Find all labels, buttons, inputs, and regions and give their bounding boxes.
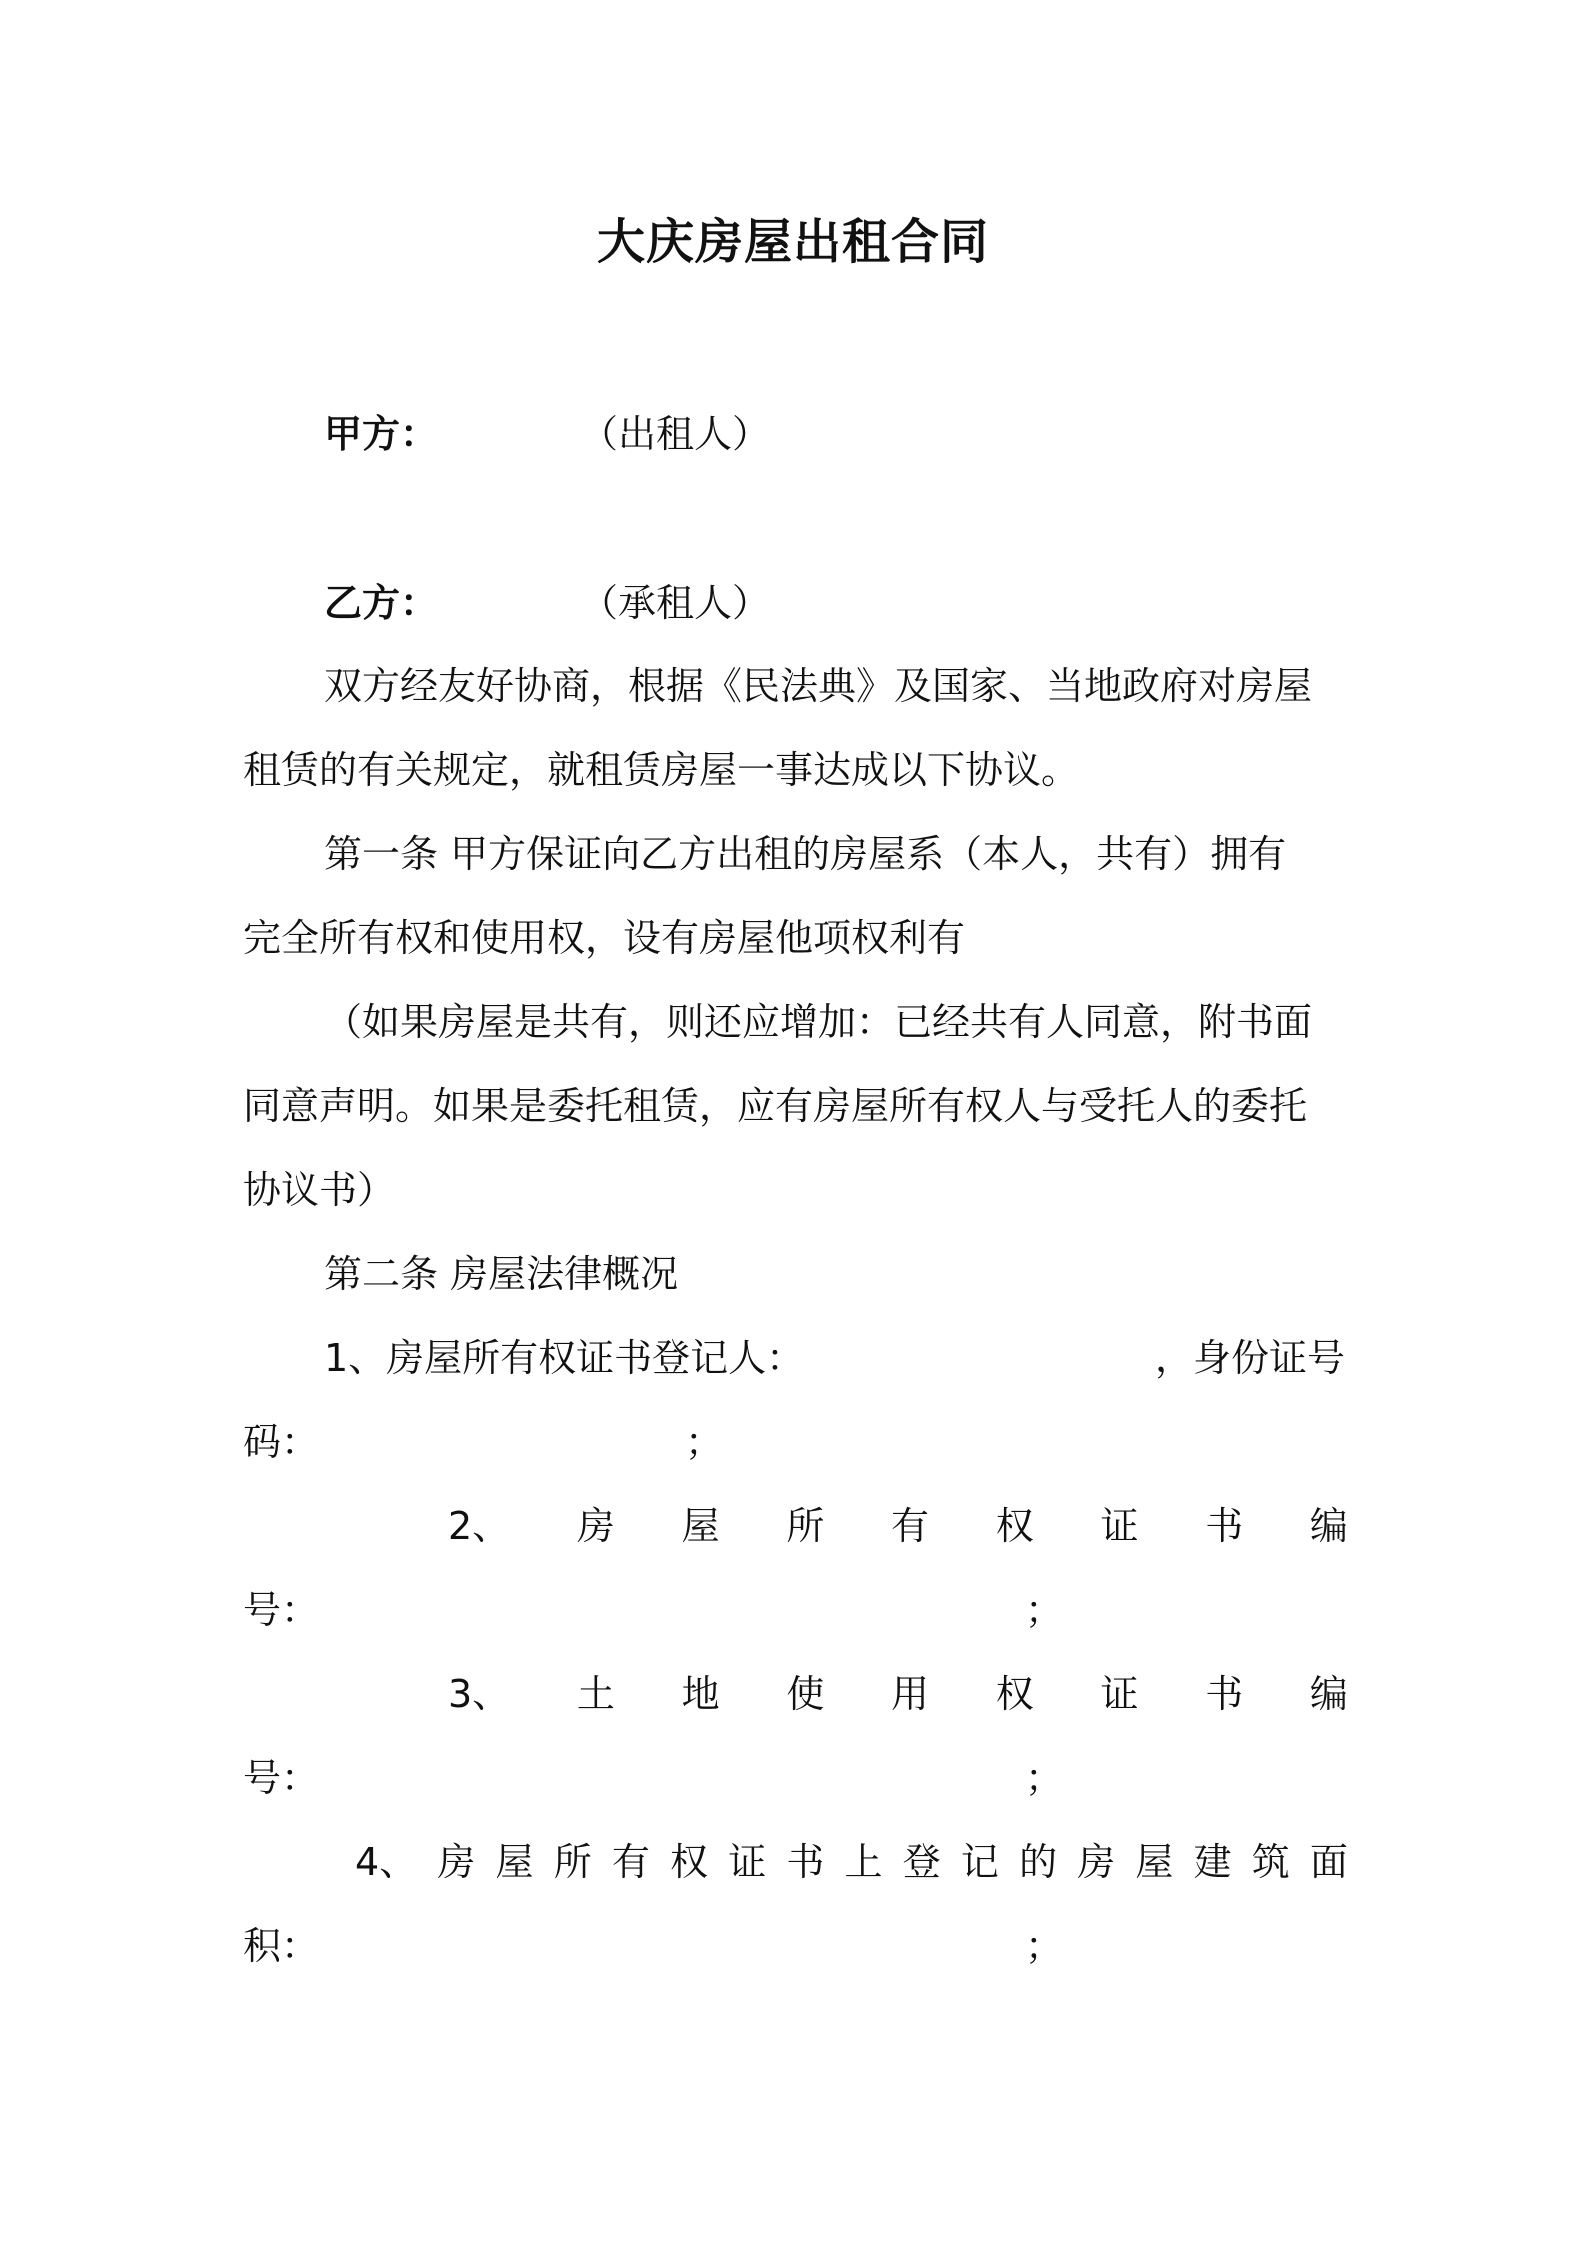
- item-3-line-1: [448, 1668, 1348, 1720]
- item-4-char: 有: [611, 1840, 650, 1884]
- article-2-heading: 第二条 房屋法律概况: [324, 1252, 679, 1296]
- article-1-line-1: 第一条 甲方保证向乙方出租的房屋系（本人，共有）拥有: [324, 832, 1287, 876]
- item-3-char: 权: [995, 1672, 1034, 1716]
- item-2-char: 权: [995, 1504, 1034, 1548]
- article-1-line-2: 完全所有权和使用权，设有房屋他项权利有: [243, 916, 966, 960]
- item-2-line-2-label: 号：: [243, 1588, 320, 1632]
- item-3-line-2-end: ；: [1025, 1756, 1064, 1800]
- item-4-char: 屋: [1135, 1840, 1174, 1884]
- item-4-char: 房: [437, 1840, 476, 1884]
- item-3-char: 3、: [448, 1672, 511, 1716]
- item-4-char: 屋: [495, 1840, 534, 1884]
- item-1-line-2-label: 码：: [243, 1420, 320, 1464]
- item-2-line-1: [448, 1500, 1348, 1552]
- item-4-char: 记: [960, 1840, 999, 1884]
- item-3-char: 用: [891, 1672, 930, 1716]
- item-4-line-2-end: ；: [1025, 1924, 1064, 1968]
- note-line-3: 协议书）: [243, 1168, 396, 1212]
- item-4-char: 权: [670, 1840, 709, 1884]
- note-line-2: 同意声明。如果是委托租赁，应有房屋所有权人与受托人的委托: [243, 1084, 1308, 1128]
- document-title: 大庆房屋出租合同: [596, 214, 989, 270]
- item-2-char: 2、: [448, 1504, 511, 1548]
- item-2-char: 有: [891, 1504, 930, 1548]
- intro-paragraph-line-2: 租赁的有关规定，就租赁房屋一事达成以下协议。: [243, 748, 1080, 792]
- party-a-role: （出租人）: [580, 412, 771, 456]
- item-3-char: 地: [681, 1672, 720, 1716]
- item-4-char: 4、: [355, 1840, 418, 1884]
- item-1-line-1-label: 1、房屋所有权证书登记人：: [324, 1336, 805, 1380]
- intro-paragraph-line-1: 双方经友好协商，根据《民法典》及国家、当地政府对房屋: [324, 664, 1313, 708]
- item-4-char: 登: [902, 1840, 941, 1884]
- party-b-label: 乙方：: [324, 581, 439, 625]
- note-line-1: （如果房屋是共有，则还应增加：已经共有人同意，附书面: [324, 1000, 1313, 1044]
- item-3-line-2-label: 号：: [243, 1756, 320, 1800]
- item-2-char: 证: [1100, 1504, 1139, 1548]
- item-3-char: 土: [576, 1672, 615, 1716]
- item-4-char: 所: [553, 1840, 592, 1884]
- item-4-char: 建: [1193, 1840, 1232, 1884]
- item-4-char: 的: [1019, 1840, 1058, 1884]
- item-4-char: 房: [1077, 1840, 1116, 1884]
- item-1-line-1-id-label: ，身份证号: [1155, 1336, 1346, 1380]
- item-3-char: 使: [786, 1672, 825, 1716]
- item-4-line-2-label: 积：: [243, 1924, 320, 1968]
- item-4-char: 证: [728, 1840, 767, 1884]
- item-3-char: 编: [1309, 1672, 1348, 1716]
- party-b-role: （承租人）: [580, 581, 771, 625]
- item-2-char: 房: [576, 1504, 615, 1548]
- item-2-char: 所: [786, 1504, 825, 1548]
- item-3-char: 证: [1100, 1672, 1139, 1716]
- item-4-line-1: [355, 1836, 1348, 1888]
- item-4-char: 筑: [1251, 1840, 1290, 1884]
- item-4-char: 书: [786, 1840, 825, 1884]
- item-2-char: 书: [1205, 1504, 1244, 1548]
- party-a-label: 甲方：: [324, 412, 439, 456]
- item-1-line-2-end: ；: [685, 1420, 724, 1464]
- item-2-char: 编: [1309, 1504, 1348, 1548]
- item-2-char: 屋: [681, 1504, 720, 1548]
- item-4-char: 上: [844, 1840, 883, 1884]
- item-3-char: 书: [1205, 1672, 1244, 1716]
- item-2-line-2-end: ；: [1025, 1588, 1064, 1632]
- item-4-char: 面: [1309, 1840, 1348, 1884]
